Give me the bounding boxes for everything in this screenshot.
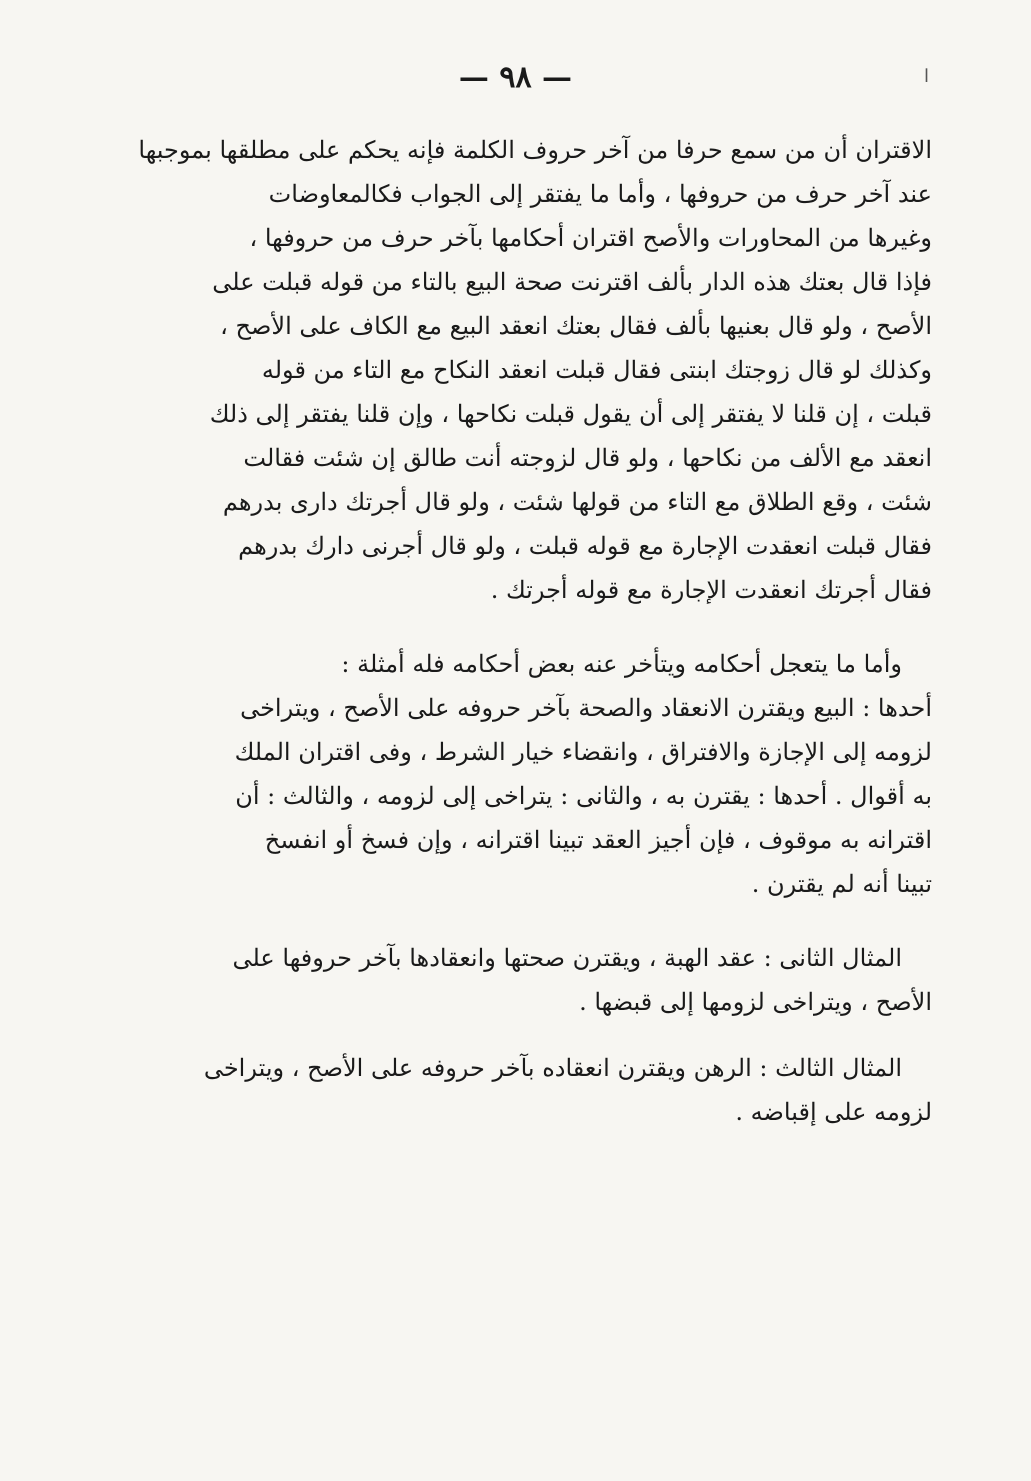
text-line: فإذا قال بعتك هذه الدار بألف اقترنت صحة البيع بالتاء من قوله قبلت على <box>212 268 932 296</box>
text-line: به أقوال . أحدها : يقترن به ، والثانى : يتراخى إلى لزومه ، والثالث : أن <box>235 782 932 810</box>
text-line: فقال قبلت انعقدت الإجارة مع قوله قبلت ، ولو قال أجرنى دارك بدرهم <box>238 532 932 560</box>
text-line: أحدها : البيع ويقترن الانعقاد والصحة بآخر حروفه على الأصح ، ويتراخى <box>240 694 932 722</box>
paragraph <box>203 1046 932 1134</box>
text-line: لزومه على إقباضه . <box>735 1098 932 1126</box>
text-line: لزومه إلى الإجازة والافتراق ، وانقضاء خيار الشرط ، وفى اقتران الملك <box>234 738 932 766</box>
text-line: فقال أجرتك انعقدت الإجارة مع قوله أجرتك . <box>490 576 932 604</box>
text-line: عند آخر حرف من حروفها ، وأما ما يفتقر إلى الجواب فكالمعاوضات <box>268 180 932 208</box>
margin-mark: ا <box>924 66 930 87</box>
text-line: انعقد مع الألف من نكاحها ، ولو قال لزوجته أنت طالق إن شئت فقالت <box>243 444 932 472</box>
text-line: المثال الثانى : عقد الهبة ، ويقترن صحتها وانعقادها بآخر حروفها على <box>232 944 902 972</box>
text-line: تبينا أنه لم يقترن . <box>751 870 932 898</box>
text-line: اقترانه به موقوف ، فإن أجيز العقد تبينا اقترانه ، وإن فسخ أو انفسخ <box>264 826 932 854</box>
page-number: — ٩٨ — <box>458 60 573 95</box>
text-line: وكذلك لو قال زوجتك ابنتى فقال قبلت انعقد النكاح مع التاء من قوله <box>261 356 932 384</box>
paragraph <box>138 128 932 612</box>
text-line: وغيرها من المحاورات والأصح اقتران أحكامها بآخر حرف من حروفها ، <box>249 224 932 252</box>
text-line: الاقتران أن من سمع حرفا من آخر حروف الكلمة فإنه يحكم على مطلقها بموجبها <box>138 136 932 164</box>
paragraph <box>234 642 932 906</box>
text-line: الأصح ، ولو قال بعنيها بألف فقال بعتك انعقد البيع مع الكاف على الأصح ، <box>220 312 932 340</box>
paragraph <box>232 936 932 1024</box>
text-line: قبلت ، إن قلنا لا يفتقر إلى أن يقول قبلت نكاحها ، وإن قلنا يفتقر إلى ذلك <box>209 400 932 428</box>
text-line: الأصح ، ويتراخى لزومها إلى قبضها . <box>579 988 932 1016</box>
page-body <box>138 128 932 1134</box>
text-line: شئت ، وقع الطلاق مع التاء من قولها شئت ، ولو قال أجرتك دارى بدرهم <box>222 488 932 516</box>
text-line: وأما ما يتعجل أحكامه ويتأخر عنه بعض أحكامه فله أمثلة : <box>341 650 902 678</box>
text-line: المثال الثالث : الرهن ويقترن انعقاده بآخر حروفه على الأصح ، ويتراخى <box>203 1054 902 1082</box>
